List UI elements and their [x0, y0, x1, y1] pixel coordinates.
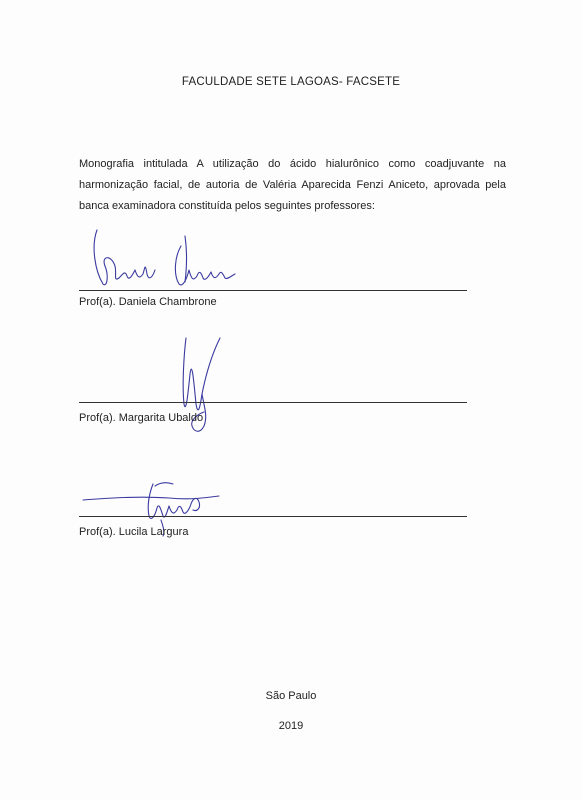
approval-statement: Monografia intitulada A utilização do ácido hialurônico como coadjuvante na harmonização facial, de autoria de Valéria Aparecida Fenzi Aniceto, aprovada pela banca examinadora constituída pelos seguintes professores: — [79, 158, 506, 212]
signatory-name-1: Prof(a). Daniela Chambrone — [79, 296, 217, 308]
year: 2019 — [278, 720, 304, 732]
signatory-name-2: Prof(a). Margarita Ubaldo — [79, 412, 204, 424]
institution-name: FACULDADE SETE LAGOAS- FACSETE — [181, 76, 401, 88]
signature-block-3 — [79, 476, 467, 556]
signature-line-1 — [79, 290, 467, 291]
signature-line-2 — [79, 402, 467, 403]
handwritten-signature-2 — [174, 334, 234, 444]
handwritten-signature-1 — [89, 226, 249, 296]
signature-block-1 — [79, 226, 467, 316]
signatory-name-3: Prof(a). Lucila Largura — [79, 526, 189, 538]
signature-line-3 — [79, 516, 467, 517]
city: São Paulo — [265, 690, 317, 702]
signature-block-2 — [79, 334, 467, 434]
